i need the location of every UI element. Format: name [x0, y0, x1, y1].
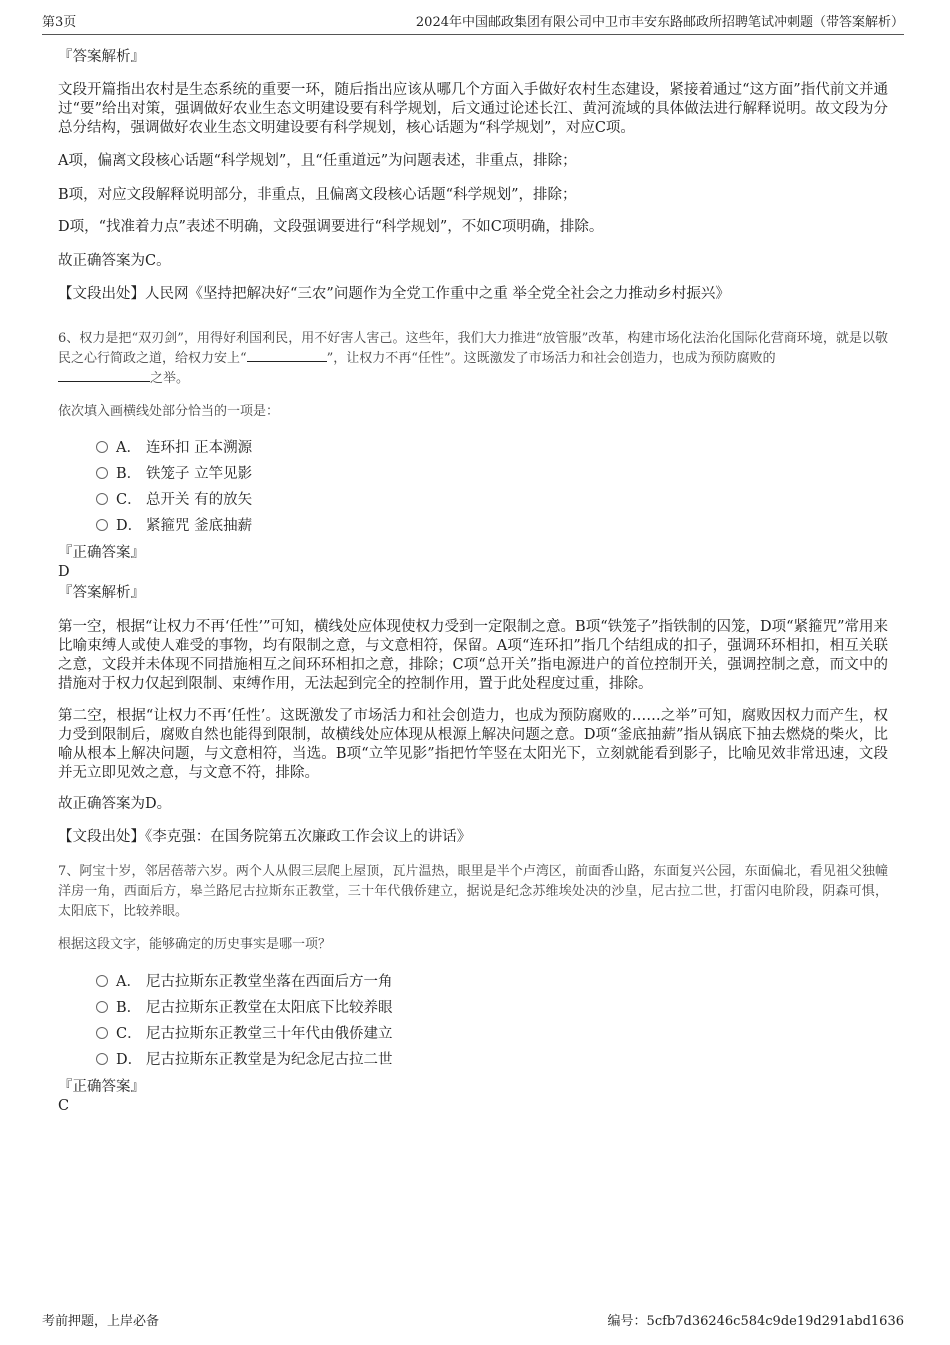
q7-stem: 7、阿宝十岁，邻居蓓蒂六岁。两个人从假三层爬上屋顶，瓦片温热，眼里是半个卢湾区，前面香山路，东面复兴公园，东面偏北，看见祖父独幢洋房一角，西面后方，皋兰路尼古拉斯东正教堂，三十年代俄侨建立，据说是纪念苏维埃处决的沙皇，尼古拉二世，打雷闪电阶段，阴森可惧，太阳底下，比较养眼。 — [58, 864, 888, 919]
q7-option-b[interactable] — [96, 998, 393, 1018]
q6-option-b[interactable] — [96, 464, 252, 484]
q6-answer: D — [58, 564, 70, 580]
q5-analysis-option-d: D项，“找准着力点”表述不明确，文段强调要进行“科学规划”，不如C项明确，排除。 — [58, 219, 604, 235]
q5-source: 【文段出处】人民网《坚持把解决好“三农”问题作为全党工作重中之重 举全党全社会之力推动乡村振兴》 — [58, 286, 730, 302]
q5-conclusion: 故正确答案为C。 — [58, 253, 171, 269]
radio-icon[interactable] — [96, 441, 108, 453]
option-text: 尼古拉斯东正教堂坐落在西面后方一角 — [146, 974, 393, 990]
q7-answer: C — [58, 1098, 70, 1114]
q6-analysis-paragraph-1: 第一空，根据“让权力不再‘任性’”可知，横线处应体现使权力受到一定限制之意。B项“铁笼子”指铁制的囚笼，D项“紧箍咒”常用来比喻束缚人或使人难受的事物，均有限制之意，与文意相符，保留。A项“连环扣”指几个结组成的扣子，强调环环相扣，相互关联之意，文段并未体现不同措施相互之间环环相扣之意，排除；C项“总开关”指电源进户的首位控制开关，强调控制之意，而文中的措施对于权力仅起到限制、束缚作用，无法起到完全的控制作用，置于此处程度过重，排除。 — [58, 619, 888, 692]
option-key: B． — [116, 466, 142, 482]
q6-answer-label: 『正确答案』 — [58, 545, 145, 561]
q6-stem-part2: ”，让权力不再“任性”。这既激发了市场活力和社会创造力，也成为预防腐败的 — [326, 351, 776, 366]
q6-analysis-paragraph-2: 第二空，根据“让权力不再‘任性’。这既激发了市场活力和社会创造力，也成为预防腐败的……之举”可知，腐败因权力而产生，权力受到限制后，腐败自然也能得到限制，故横线处应体现从根源上解决问题之意。D项“釜底抽薪”指从锅底下抽去燃烧的柴火，比喻从根本上解决问题，与文意相符，当选。B项“立竿见影”指把竹竿竖在太阳光下，立刻就能看到影子，比喻见效非常迅速，文段并无立即见效之意，与文意不符，排除。 — [58, 708, 888, 781]
radio-icon[interactable] — [96, 493, 108, 505]
document-title: 2024年中国邮政集团有限公司中卫市丰安东路邮政所招聘笔试冲刺题（带答案解析） — [415, 15, 904, 30]
q6-stem — [58, 329, 888, 389]
option-key: D． — [116, 1052, 143, 1068]
radio-icon[interactable] — [96, 467, 108, 479]
q6-blank-2 — [58, 369, 150, 382]
option-text: 铁笼子 立竿见影 — [146, 466, 253, 482]
option-key: C． — [116, 1026, 142, 1042]
q6-source: 【文段出处】《李克强：在国务院第五次廉政工作会议上的讲话》 — [58, 829, 472, 845]
radio-icon[interactable] — [96, 1027, 108, 1039]
q7-answer-label: 『正确答案』 — [58, 1079, 145, 1095]
option-key: A． — [116, 974, 141, 990]
q6-option-d[interactable] — [96, 516, 252, 536]
radio-icon[interactable] — [96, 519, 108, 531]
q6-blank-1 — [247, 349, 327, 362]
page-header — [42, 14, 904, 35]
q6-stem-part1: 6、权力是把“双刃剑”，用得好利国利民，用不好害人害己。这些年，我们大力推进“放管服”改革，构建市场化法治化国际化营商环境，就是以敬民之心行简政之道，给权力安上“ — [58, 331, 888, 366]
q6-option-c[interactable] — [96, 490, 252, 510]
q6-prompt: 依次填入画横线处部分恰当的一项是： — [58, 404, 280, 419]
q6-option-a[interactable] — [96, 438, 252, 458]
option-text: 连环扣 正本溯源 — [146, 440, 253, 456]
q5-analysis-paragraph: 文段开篇指出农村是生态系统的重要一环，随后指出应该从哪几个方面入手做好农村生态建设，紧接着通过“这方面”指代前文并通过“要”给出对策，强调做好农业生态文明建设要有科学规划，后文通过论述长江、黄河流域的具体做法进行解释说明。故文段为分总分结构，强调做好农业生态文明建设要有科学规划，核心话题为“科学规划”，对应C项。 — [58, 82, 888, 136]
option-key: A． — [116, 440, 141, 456]
q6-analysis-label: 『答案解析』 — [58, 585, 145, 601]
radio-icon[interactable] — [96, 1001, 108, 1013]
q7-prompt: 根据这段文字，能够确定的历史事实是哪一项？ — [58, 937, 332, 952]
q5-analysis-label: 『答案解析』 — [58, 49, 145, 65]
q7-option-a[interactable] — [96, 972, 393, 992]
q6-stem-part3: 之举。 — [150, 371, 190, 386]
q7-option-c[interactable] — [96, 1024, 393, 1044]
q5-analysis-option-a: A项，偏离文段核心话题“科学规划”，且“任重道远”为问题表述，非重点，排除； — [58, 153, 577, 169]
option-key: B． — [116, 1000, 142, 1016]
footer-code: 编号：5cfb7d36246c584c9de19d291abd1636 — [607, 1314, 904, 1329]
option-text: 尼古拉斯东正教堂是为纪念尼古拉二世 — [146, 1052, 393, 1068]
q6-conclusion: 故正确答案为D。 — [58, 796, 172, 812]
radio-icon[interactable] — [96, 1053, 108, 1065]
option-text: 尼古拉斯东正教堂在太阳底下比较养眼 — [146, 1000, 393, 1016]
option-text: 尼古拉斯东正教堂三十年代由俄侨建立 — [146, 1026, 393, 1042]
option-key: D． — [116, 518, 143, 534]
page-number: 第3页 — [42, 15, 77, 30]
radio-icon[interactable] — [96, 975, 108, 987]
option-text: 紧箍咒 釜底抽薪 — [146, 518, 253, 534]
q5-analysis-option-b: B项，对应文段解释说明部分，非重点，且偏离文段核心话题“科学规划”，排除； — [58, 187, 577, 203]
option-text: 总开关 有的放矢 — [146, 492, 253, 508]
q7-option-d[interactable] — [96, 1050, 393, 1070]
option-key: C． — [116, 492, 142, 508]
footer-slogan: 考前押题，上岸必备 — [42, 1314, 160, 1329]
